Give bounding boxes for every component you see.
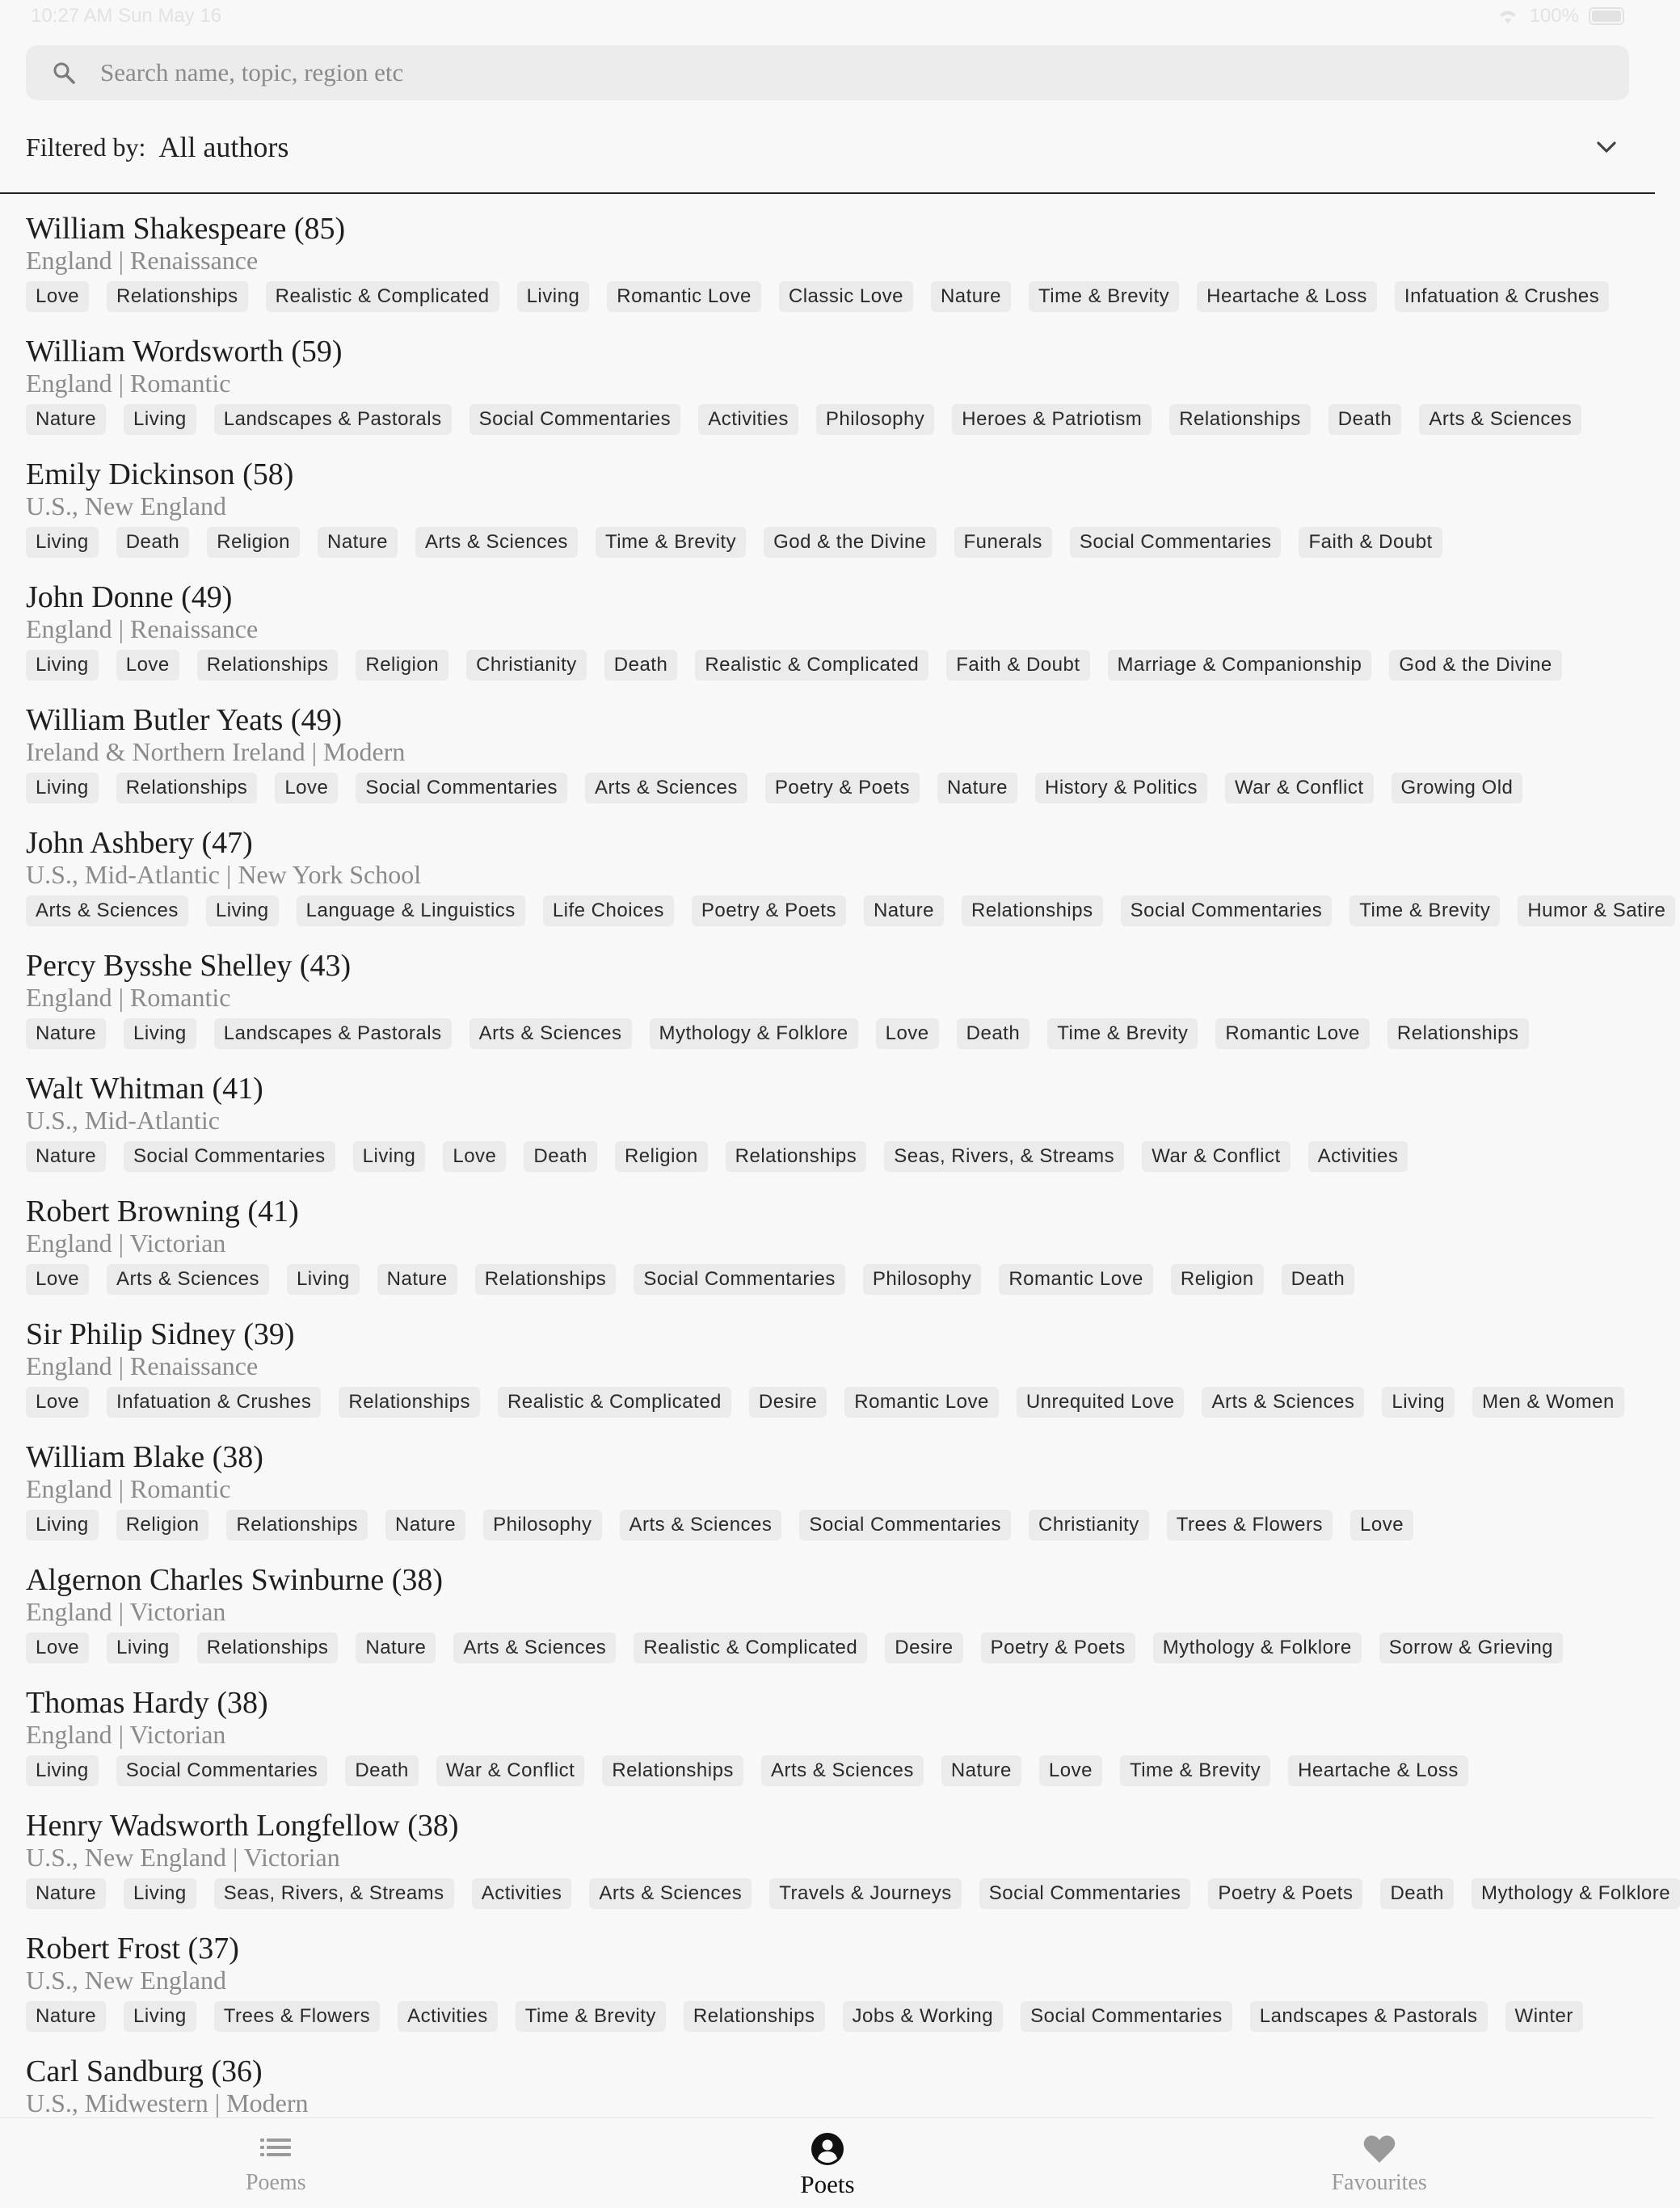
topic-tag[interactable]: Arts & Sciences (107, 1264, 269, 1295)
topic-tag[interactable]: Time & Brevity (1047, 1018, 1198, 1049)
topic-tag[interactable]: History & Politics (1035, 773, 1207, 803)
poet-region: England | Romantic (26, 1474, 231, 1503)
topic-tag[interactable]: Trees & Flowers (214, 2001, 380, 2032)
topic-tag[interactable]: Social Commentaries (1021, 2001, 1232, 2032)
topic-tag[interactable]: Desire (749, 1387, 827, 1418)
poet-name[interactable]: William Shakespeare (85) (26, 212, 346, 246)
topic-tag[interactable]: Living (353, 1141, 426, 1172)
topic-tag[interactable]: Death (524, 1141, 597, 1172)
topic-tag[interactable]: Arts & Sciences (453, 1633, 616, 1663)
poet-name[interactable]: Sir Philip Sidney (39) (26, 1317, 295, 1351)
topic-tag[interactable]: Relationships (1169, 404, 1311, 435)
search-input[interactable] (100, 45, 1629, 100)
topic-tag[interactable]: Religion (615, 1141, 708, 1172)
poet-row[interactable] (26, 563, 1639, 685)
topic-tag[interactable]: Living (124, 1878, 196, 1909)
topic-tag[interactable]: War & Conflict (436, 1755, 584, 1786)
topic-tag[interactable]: Death (957, 1018, 1030, 1049)
tab-poets-label: Poets (800, 2170, 855, 2198)
battery-icon (1589, 7, 1624, 25)
topic-tag[interactable]: Religion (116, 1510, 209, 1540)
poet-row[interactable] (26, 440, 1639, 563)
topic-tag[interactable]: Arts & Sciences (1419, 404, 1581, 435)
topic-tag[interactable]: God & the Divine (764, 527, 936, 558)
topic-tag[interactable]: Men & Women (1472, 1387, 1624, 1418)
poet-list[interactable] (0, 194, 1671, 2117)
poet-region: U.S., New England (26, 491, 226, 520)
topic-tag[interactable]: Nature (931, 281, 1011, 312)
filter-row[interactable] (26, 121, 1629, 173)
tab-favourites[interactable] (1103, 2118, 1655, 2208)
topic-tag[interactable]: Nature (385, 1510, 465, 1540)
topic-tag[interactable]: Living (287, 1264, 360, 1295)
topic-tag[interactable]: Living (124, 1018, 196, 1049)
poet-row[interactable] (26, 1545, 1639, 1668)
topic-tag[interactable]: Death (116, 527, 190, 558)
poet-row[interactable] (26, 1300, 1639, 1422)
poet-name[interactable]: Robert Browning (41) (26, 1195, 299, 1228)
topic-tag[interactable]: Love (26, 1387, 89, 1418)
topic-tag[interactable]: Death (1380, 1878, 1454, 1909)
poet-row[interactable] (26, 685, 1639, 808)
poet-name[interactable]: William Wordsworth (59) (26, 335, 343, 369)
chevron-down-icon[interactable] (1592, 133, 1621, 162)
topic-tag[interactable]: Social Commentaries (356, 773, 567, 803)
poet-name[interactable]: Robert Frost (37) (26, 1932, 239, 1966)
topic-tag[interactable]: War & Conflict (1142, 1141, 1290, 1172)
topic-tag[interactable]: Nature (941, 1755, 1021, 1786)
topic-tag[interactable]: Nature (26, 1141, 106, 1172)
topic-tag[interactable]: Winter (1505, 2001, 1583, 2032)
tab-favourites-label: Favourites (1331, 2170, 1427, 2195)
poet-name[interactable]: Emily Dickinson (58) (26, 457, 294, 491)
topic-tag[interactable]: Living (206, 895, 279, 926)
topic-tag[interactable]: Realistic & Complicated (634, 1633, 867, 1663)
topic-tag[interactable]: Heartache & Loss (1288, 1755, 1468, 1786)
topic-tag[interactable]: Romantic Love (844, 1387, 999, 1418)
poet-row[interactable] (26, 1791, 1671, 1914)
topic-tags (26, 1510, 1629, 1540)
list-icon (258, 2131, 293, 2167)
topic-tag[interactable]: Realistic & Complicated (498, 1387, 731, 1418)
poet-row[interactable] (26, 194, 1639, 317)
poet-region: U.S., Midwestern | Modern (26, 2088, 309, 2117)
topic-tags (26, 281, 1629, 312)
topic-tag[interactable]: Landscapes & Pastorals (214, 1018, 452, 1049)
poet-row[interactable] (26, 1422, 1639, 1545)
topic-tag[interactable]: Living (517, 281, 590, 312)
topic-tag[interactable]: Relationships (726, 1141, 867, 1172)
topic-tag[interactable]: Growing Old (1392, 773, 1523, 803)
topic-tag[interactable]: Jobs & Working (843, 2001, 1004, 2032)
topic-tag[interactable]: Christianity (466, 650, 587, 681)
topic-tags (26, 1878, 1671, 1909)
topic-tag[interactable]: Relationships (226, 1510, 368, 1540)
topic-tag[interactable]: Nature (26, 1878, 106, 1909)
poet-name[interactable]: William Butler Yeats (49) (26, 703, 343, 737)
topic-tags (26, 1141, 1629, 1172)
topic-tags (26, 2001, 1629, 2032)
poet-row[interactable] (26, 1668, 1639, 1791)
topic-tag[interactable]: Romantic Love (999, 1264, 1153, 1295)
topic-tag[interactable]: Arts & Sciences (26, 895, 188, 926)
topic-tag[interactable]: Living (107, 1633, 179, 1663)
topic-tags (26, 404, 1629, 435)
topic-tag[interactable]: Faith & Doubt (946, 650, 1089, 681)
topic-tags (26, 895, 1666, 926)
filter-label: Filtered by: (26, 132, 146, 162)
topic-tag[interactable]: Living (26, 527, 99, 558)
topic-tag[interactable]: Arts & Sciences (589, 1878, 752, 1909)
poet-region: England | Romantic (26, 983, 231, 1012)
topic-tag[interactable]: Romantic Love (1215, 1018, 1370, 1049)
topic-tag[interactable]: Social Commentaries (979, 1878, 1191, 1909)
poet-row[interactable] (26, 808, 1666, 931)
topic-tag[interactable]: Nature (26, 2001, 106, 2032)
topic-tag[interactable]: Living (124, 2001, 196, 2032)
poet-name[interactable]: Walt Whitman (41) (26, 1072, 263, 1106)
topic-tag[interactable]: Nature (937, 773, 1017, 803)
topic-tags (26, 1264, 1629, 1295)
topic-tag[interactable]: Social Commentaries (469, 404, 681, 435)
topic-tag[interactable]: Love (26, 281, 89, 312)
topic-tag[interactable]: Relationships (475, 1264, 617, 1295)
topic-tag[interactable]: Social Commentaries (1121, 895, 1333, 926)
topic-tag[interactable]: Relationships (197, 650, 339, 681)
topic-tag[interactable]: Arts & Sciences (469, 1018, 632, 1049)
topic-tag[interactable]: Marriage & Companionship (1108, 650, 1372, 681)
topic-tag[interactable]: Death (604, 650, 678, 681)
topic-tag[interactable]: Philosophy (816, 404, 934, 435)
topic-tag[interactable]: Relationships (116, 773, 258, 803)
topic-tag[interactable]: Nature (356, 1633, 436, 1663)
poet-name[interactable]: John Donne (49) (26, 580, 233, 614)
poet-name[interactable]: John Ashbery (47) (26, 826, 253, 860)
topic-tag[interactable]: Living (26, 1755, 99, 1786)
topic-tag[interactable]: Religion (1171, 1264, 1264, 1295)
topic-tag[interactable]: Death (345, 1755, 419, 1786)
topic-tags (26, 1387, 1629, 1418)
person-icon (810, 2131, 845, 2167)
topic-tag[interactable]: Living (26, 1510, 99, 1540)
poet-region: England | Renaissance (26, 246, 259, 275)
tab-poets[interactable] (552, 2118, 1104, 2208)
topic-tag[interactable]: Arts & Sciences (585, 773, 747, 803)
topic-tag[interactable]: Unrequited Love (1017, 1387, 1185, 1418)
topic-tag[interactable]: Time & Brevity (1349, 895, 1500, 926)
topic-tag[interactable]: Trees & Flowers (1167, 1510, 1333, 1540)
poet-region: U.S., Mid-Atlantic (26, 1106, 220, 1135)
topic-tag[interactable]: Nature (864, 895, 944, 926)
search-bar[interactable] (26, 45, 1629, 100)
topic-tag[interactable]: Love (876, 1018, 939, 1049)
topic-tag[interactable]: Arts & Sciences (415, 527, 578, 558)
poet-name[interactable]: Henry Wadsworth Longfellow (38) (26, 1809, 459, 1843)
topic-tag[interactable]: Time & Brevity (516, 2001, 666, 2032)
topic-tag[interactable]: Relationships (339, 1387, 480, 1418)
topic-tag[interactable]: Time & Brevity (1120, 1755, 1270, 1786)
topic-tag[interactable]: Heartache & Loss (1197, 281, 1377, 312)
topic-tag[interactable]: Nature (318, 527, 398, 558)
topic-tag[interactable]: Philosophy (863, 1264, 981, 1295)
topic-tag[interactable]: Funerals (954, 527, 1052, 558)
topic-tag[interactable]: Nature (26, 404, 106, 435)
topic-tag[interactable]: Social Commentaries (799, 1510, 1011, 1540)
topic-tag[interactable]: Heroes & Patriotism (952, 404, 1152, 435)
poet-name[interactable]: Percy Bysshe Shelley (43) (26, 949, 352, 983)
topic-tag[interactable]: Relationships (684, 2001, 825, 2032)
topic-tag[interactable]: Love (443, 1141, 506, 1172)
topic-tag[interactable]: Romantic Love (607, 281, 761, 312)
tab-bar (0, 2117, 1655, 2208)
poet-region: England | Romantic (26, 369, 231, 398)
topic-tag[interactable]: Relationships (197, 1633, 339, 1663)
poet-row[interactable] (26, 1177, 1639, 1300)
topic-tags (26, 650, 1629, 681)
poet-name[interactable]: Algernon Charles Swinburne (38) (26, 1563, 444, 1597)
topic-tag[interactable]: Sorrow & Grieving (1379, 1633, 1563, 1663)
topic-tag[interactable]: Seas, Rivers, & Streams (214, 1878, 454, 1909)
poet-name[interactable]: Carl Sandburg (36) (26, 2054, 263, 2088)
topic-tag[interactable]: Relationships (107, 281, 248, 312)
topic-tag[interactable]: Language & Linguistics (297, 895, 525, 926)
battery-percent: 100% (1529, 5, 1579, 27)
topic-tags (26, 527, 1629, 558)
search-icon (52, 61, 76, 85)
topic-tag[interactable]: Poetry & Poets (692, 895, 846, 926)
topic-tag[interactable]: Social Commentaries (124, 1141, 335, 1172)
topic-tag[interactable]: Relationships (962, 895, 1103, 926)
topic-tag[interactable]: Death (1328, 404, 1402, 435)
status-time: 10:27 AM Sun May 16 (31, 5, 222, 27)
poet-region: England | Renaissance (26, 1351, 259, 1380)
topic-tags (26, 773, 1629, 803)
topic-tag[interactable]: Desire (885, 1633, 962, 1663)
status-indicators (1496, 5, 1624, 27)
topic-tag[interactable]: Love (275, 773, 338, 803)
poet-row[interactable] (26, 1914, 1639, 2037)
topic-tag[interactable]: Mythology & Folklore (650, 1018, 858, 1049)
tab-poems-label: Poems (245, 2170, 306, 2195)
topic-tag[interactable]: Humor & Satire (1518, 895, 1675, 926)
topic-tag[interactable]: Time & Brevity (1029, 281, 1179, 312)
topic-tag[interactable]: Travels & Journeys (769, 1878, 962, 1909)
poet-region: England | Renaissance (26, 614, 259, 643)
topic-tag[interactable]: Love (26, 1633, 89, 1663)
topic-tag[interactable]: Relationships (602, 1755, 743, 1786)
tab-poems[interactable] (0, 2118, 552, 2208)
topic-tag[interactable]: Living (1382, 1387, 1455, 1418)
topic-tag[interactable]: Nature (26, 1018, 106, 1049)
topic-tag[interactable]: Activities (698, 404, 798, 435)
topic-tag[interactable]: Religion (207, 527, 300, 558)
topic-tag[interactable]: Activities (398, 2001, 498, 2032)
poet-row[interactable] (26, 317, 1639, 440)
topic-tag[interactable]: Time & Brevity (596, 527, 746, 558)
poet-region: England | Victorian (26, 1228, 226, 1258)
topic-tag[interactable]: Arts & Sciences (1202, 1387, 1364, 1418)
topic-tags (26, 1018, 1629, 1049)
topic-tag[interactable]: Life Choices (543, 895, 674, 926)
filter-value[interactable]: All authors (158, 131, 289, 163)
poet-name[interactable]: William Blake (38) (26, 1440, 263, 1474)
topic-tag[interactable]: Living (124, 404, 196, 435)
topic-tag[interactable]: Mythology & Folklore (1472, 1878, 1680, 1909)
topic-tag[interactable]: Classic Love (779, 281, 913, 312)
topic-tag[interactable]: Poetry & Poets (765, 773, 920, 803)
topic-tag[interactable]: Nature (377, 1264, 457, 1295)
topic-tag[interactable]: Christianity (1029, 1510, 1149, 1540)
topic-tag[interactable]: Social Commentaries (634, 1264, 845, 1295)
topic-tag[interactable]: Religion (356, 650, 448, 681)
topic-tag[interactable]: Relationships (1387, 1018, 1529, 1049)
topic-tags (26, 1755, 1629, 1786)
heart-icon (1362, 2131, 1397, 2167)
topic-tag[interactable]: Realistic & Complicated (266, 281, 499, 312)
wifi-icon (1496, 7, 1520, 25)
topic-tag[interactable]: Poetry & Poets (1208, 1878, 1362, 1909)
topic-tag[interactable]: Activities (1308, 1141, 1408, 1172)
topic-tag[interactable]: Arts & Sciences (620, 1510, 782, 1540)
poet-region: U.S., Mid-Atlantic | New York School (26, 860, 422, 889)
topic-tag[interactable]: Love (1039, 1755, 1102, 1786)
topic-tag[interactable]: Landscapes & Pastorals (214, 404, 452, 435)
topic-tag[interactable]: Faith & Doubt (1299, 527, 1442, 558)
topic-tags (26, 1633, 1629, 1663)
topic-tag[interactable]: Love (116, 650, 179, 681)
poet-region: Ireland & Northern Ireland | Modern (26, 737, 406, 766)
topic-tag[interactable]: Seas, Rivers, & Streams (884, 1141, 1124, 1172)
topic-tag[interactable]: Death (1282, 1264, 1355, 1295)
topic-tag[interactable]: God & the Divine (1389, 650, 1561, 681)
topic-tag[interactable]: Social Commentaries (116, 1755, 328, 1786)
topic-tag[interactable]: Love (1350, 1510, 1413, 1540)
poet-row[interactable] (26, 1054, 1639, 1177)
topic-tag[interactable]: Philosophy (483, 1510, 601, 1540)
poet-name[interactable]: Thomas Hardy (38) (26, 1686, 268, 1720)
topic-tag[interactable]: Realistic & Complicated (695, 650, 928, 681)
topic-tag[interactable]: Landscapes & Pastorals (1250, 2001, 1488, 2032)
topic-tag[interactable]: Infatuation & Crushes (107, 1387, 321, 1418)
poet-row[interactable] (26, 931, 1639, 1054)
poet-region: England | Victorian (26, 1597, 226, 1626)
topic-tag[interactable]: Social Commentaries (1070, 527, 1282, 558)
topic-tag[interactable]: Poetry & Poets (981, 1633, 1135, 1663)
poet-region: U.S., New England | Victorian (26, 1843, 340, 1872)
topic-tag[interactable]: Infatuation & Crushes (1395, 281, 1609, 312)
topic-tag[interactable]: Mythology & Folklore (1153, 1633, 1362, 1663)
topic-tag[interactable]: Living (26, 650, 99, 681)
poet-region: England | Victorian (26, 1720, 226, 1749)
topic-tag[interactable]: Living (26, 773, 99, 803)
topic-tag[interactable]: War & Conflict (1225, 773, 1373, 803)
status-bar (0, 0, 1655, 32)
topic-tag[interactable]: Activities (472, 1878, 572, 1909)
topic-tag[interactable]: Love (26, 1264, 89, 1295)
topic-tag[interactable]: Arts & Sciences (761, 1755, 924, 1786)
poet-region: U.S., New England (26, 1966, 226, 1995)
